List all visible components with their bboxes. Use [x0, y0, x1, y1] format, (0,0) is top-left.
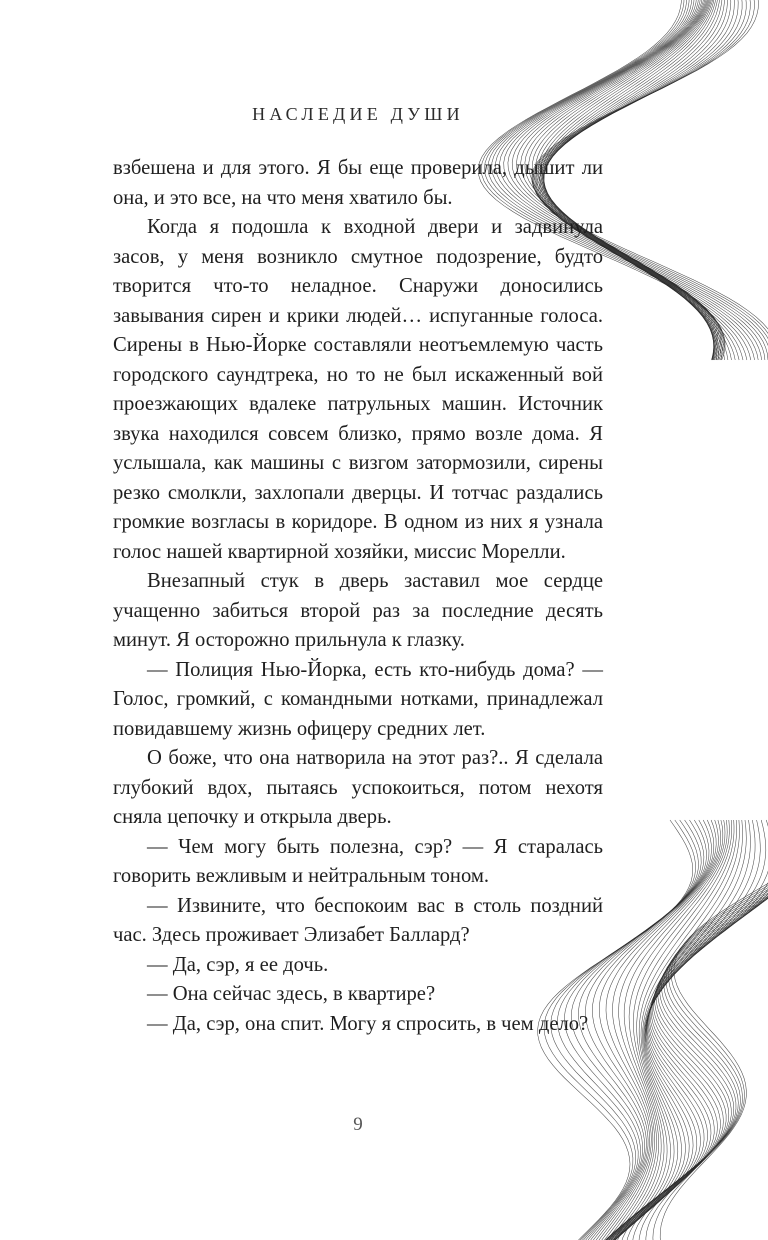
ornament-line [601, 820, 725, 1240]
paragraph: Когда я подошла к входной двери и задвинула засов, у меня возникло смутное подозрение, будто творится что-то неладное. Снаружи доносились завывания сирен и крики людей… испуганные голоса. Сирены в Нью-Йорке составляли неотъемлемую часть городского саундтрека, но то не был искаженный вой проезжающих вдалеке патрульных машин. Источник звука находился совсем близко, прямо возле дома. Я услышала, как машины с визгом затормозили, сирены резко смолкли, захлопали дверцы. И тотчас раздались громкие возгласы в коридоре. В одном из них я узнала голос нашей квартирной хозяйки, миссис Морелли. [113, 216, 603, 563]
dialogue-line: — Чем могу быть полезна, сэр? — Я старалась говорить вежливым и нейтральным тоном. [113, 835, 603, 887]
dialogue-line: — Полиция Нью-Йорка, есть кто-нибудь дома? — Голос, громкий, с командными нотками, принадлежал повидавшему жизнь офицеру средних лет. [113, 658, 603, 740]
paragraph: взбешена и для этого. Я бы еще проверила, дышит ли она, и это все, на что меня хватило бы. [113, 157, 603, 209]
dialogue-line: — Да, сэр, я ее дочь. [147, 953, 329, 976]
dialogue-line: — Извините, что беспокоим вас в столь поздний час. Здесь проживает Элизабет Баллард? [113, 894, 603, 946]
paragraph: О боже, что она натворила на этот раз?.. Я сделала глубокий вдох, пытаясь успокоиться, потом нехотя сняла цепочку и открыла дверь. [113, 747, 603, 828]
ornament-line [653, 820, 768, 1240]
ornament-line [592, 820, 717, 1240]
page-number: 9 [353, 1114, 363, 1135]
ornament-line [603, 820, 742, 1240]
ornament-line [603, 820, 728, 1240]
dialogue-line: — Да, сэр, она спит. Могу я спросить, в чем дело? [147, 1012, 589, 1035]
ornament-line [599, 820, 761, 1240]
ornament-line [599, 820, 723, 1240]
body-text [113, 154, 603, 1039]
running-title: НАСЛЕДИЕ ДУШИ [252, 104, 464, 124]
ornament-line [604, 820, 730, 1240]
dialogue-line: — Она сейчас здесь, в квартире? [147, 983, 436, 1005]
paragraph: Внезапный стук в дверь заставил мое сердце учащенно забиться второй раз за последние десять минут. Я осторожно прильнула к глазку. [113, 570, 603, 651]
ornament-line [605, 820, 737, 1240]
ornament-line [646, 820, 768, 1240]
ornament-line [614, 820, 768, 1240]
ornament-line [604, 820, 731, 1240]
ornament-line [601, 820, 750, 1240]
